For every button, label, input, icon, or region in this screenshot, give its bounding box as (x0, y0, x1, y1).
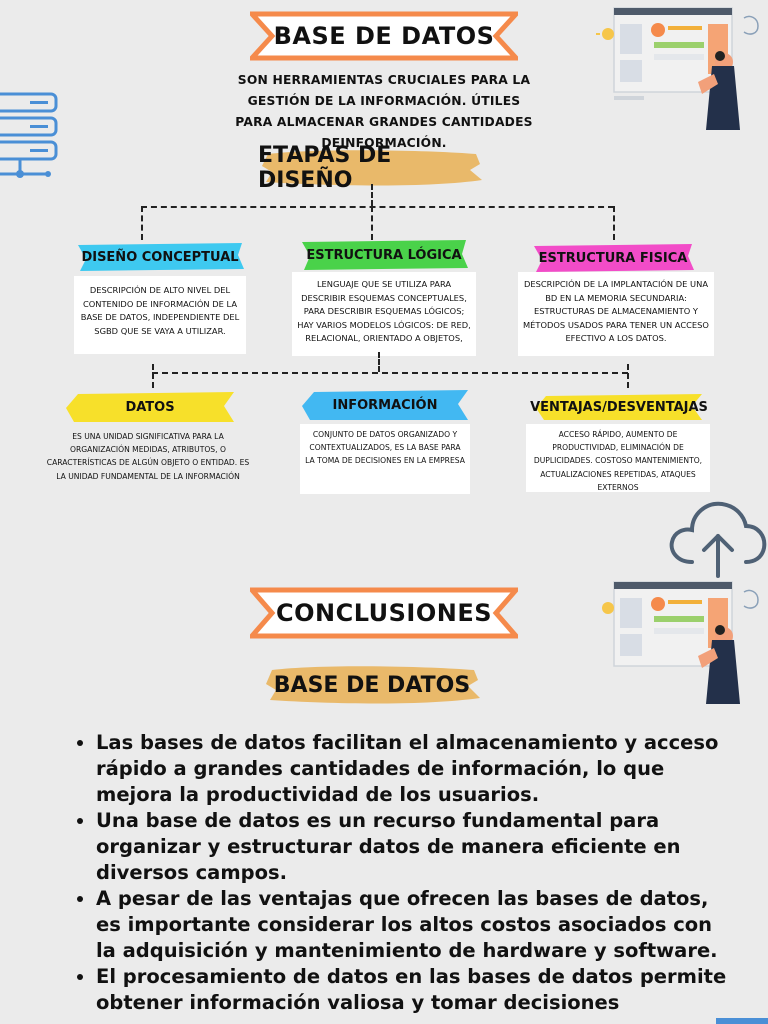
stage-text: LENGUAJE QUE SE UTILIZA PARA DESCRIBIR ESQUEMAS CONCEPTUALES, PARA DESCRIBIR ESQUEMAS LÓGICOS; HAY VARIOS MODELOS LÓGICOS: DE RED, RELACIONAL, ORIENTADO A OBJETOS, (297, 279, 471, 344)
concept-title: DATOS (125, 399, 175, 415)
conclusions-title: CONCLUSIONES (275, 599, 493, 627)
concept-label-informacion (300, 388, 470, 422)
header-subtitle: SON HERRAMIENTAS CRUCIALES PARA LA GESTIÓN DE LA INFORMACIÓN. ÚTILES PARA ALMACENAR GRANDES CANTIDADES DEINFORMACIÓN. (235, 73, 533, 150)
stage-title: DISEÑO CONCEPTUAL (81, 249, 239, 265)
stage-label-conceptual (74, 241, 246, 273)
conclusion-item: • A pesar de las ventajas que ofrecen las bases de datos, es importante considerar los altos costos asociados con la adquisición y mantenimiento de hardware y software. (96, 886, 736, 964)
tree-line-top-bar (141, 206, 614, 208)
conclusion-item: • Las bases de datos facilitan el almacenamiento y acceso rápido a grandes cantidades de información, lo que mejora la productividad de los usuarios. (96, 730, 736, 808)
concept-title: VENTAJAS/DESVENTAJAS (530, 399, 708, 415)
page-title: BASE DE DATOS (273, 22, 495, 50)
stage-card-conceptual (74, 276, 246, 354)
tree-line-second-left (152, 364, 154, 388)
conclusions-ribbon (250, 586, 518, 640)
concept-text-datos: ES UNA UNIDAD SIGNIFICATIVA PARA LA ORGANIZACIÓN MEDIDAS, ATRIBUTOS, O CARACTERÍSTICAS DE ALGÚN OBJETO O ENTIDAD. ES LA UNIDAD FUNDAMENTAL DE LA INFORMACIÓN (46, 432, 250, 481)
concept-card-ventajas (526, 424, 710, 492)
concept-label-ventajas (530, 392, 708, 422)
concept-label-datos (64, 390, 236, 424)
tree-line-second-stem (378, 352, 380, 372)
stage-text: DESCRIPCIÓN DE LA IMPLANTACIÓN DE UNA BD EN LA MEMORIA SECUNDARIA: ESTRUCTURAS DE ALMACENAMIENTO Y MÉTODOS USADOS PARA TENER UN ACCESO EFECTIVO A LOS DATOS. (523, 279, 709, 344)
tree-line-top-stem (371, 184, 373, 206)
stage-label-logica (298, 238, 470, 272)
conclusions-subtitle-text: BASE DE DATOS (273, 672, 471, 698)
stage-text: DESCRIPCIÓN DE ALTO NIVEL DEL CONTENIDO DE INFORMACIÓN DE LA BASE DE DATOS, INDEPENDIENTE DEL SGBD QUE SE VAYA A UTILIZAR. (80, 285, 240, 336)
tree-line-second-right (627, 364, 629, 388)
concept-card-informacion (300, 424, 470, 494)
stage-card-logica (292, 272, 476, 356)
title-ribbon (250, 10, 518, 62)
conclusion-item: • El procesamiento de datos en las bases de datos permite obtener información valiosa y tomar decisiones (96, 964, 736, 1016)
stages-heading-text: ETAPAS DE DISEÑO (258, 143, 392, 193)
cloud-upload-icon (666, 496, 768, 578)
stage-title: ESTRUCTURA LÓGICA (306, 247, 462, 263)
conclusions-subtitle (262, 662, 482, 708)
tree-line-left (141, 206, 143, 240)
concept-text: CONJUNTO DE DATOS ORGANIZADO Y CONTEXTUALIZADOS, ES LA BASE PARA LA TOMA DE DECISIONES EN LA EMPRESA (305, 430, 465, 466)
tree-line-right (613, 206, 615, 240)
stage-label-fisica (530, 242, 696, 274)
conclusion-item: • Una base de datos es un recurso fundamental para organizar y estructurar datos de manera eficiente en diversos campos. (96, 808, 736, 886)
tree-line-mid (371, 206, 373, 240)
stage-card-fisica (518, 272, 714, 356)
dashboard-illustration-2 (594, 578, 764, 708)
conclusions-list (78, 730, 736, 1016)
stage-title: ESTRUCTURA FISICA (538, 250, 688, 266)
concept-text: ACCESO RÁPIDO, AUMENTO DE PRODUCTIVIDAD, ELIMINACIÓN DE DUPLICIDADES. COSTOSO MANTENIMIENTO, ACTUALIZACIONES REPETIDAS, ATAQUES EXTERNOS (533, 430, 703, 492)
server-icon (0, 88, 62, 184)
corner-accent (716, 1018, 768, 1024)
tree-line-second-bar (152, 372, 628, 374)
dashboard-illustration (594, 4, 764, 134)
concept-title: INFORMACIÓN (332, 397, 438, 413)
